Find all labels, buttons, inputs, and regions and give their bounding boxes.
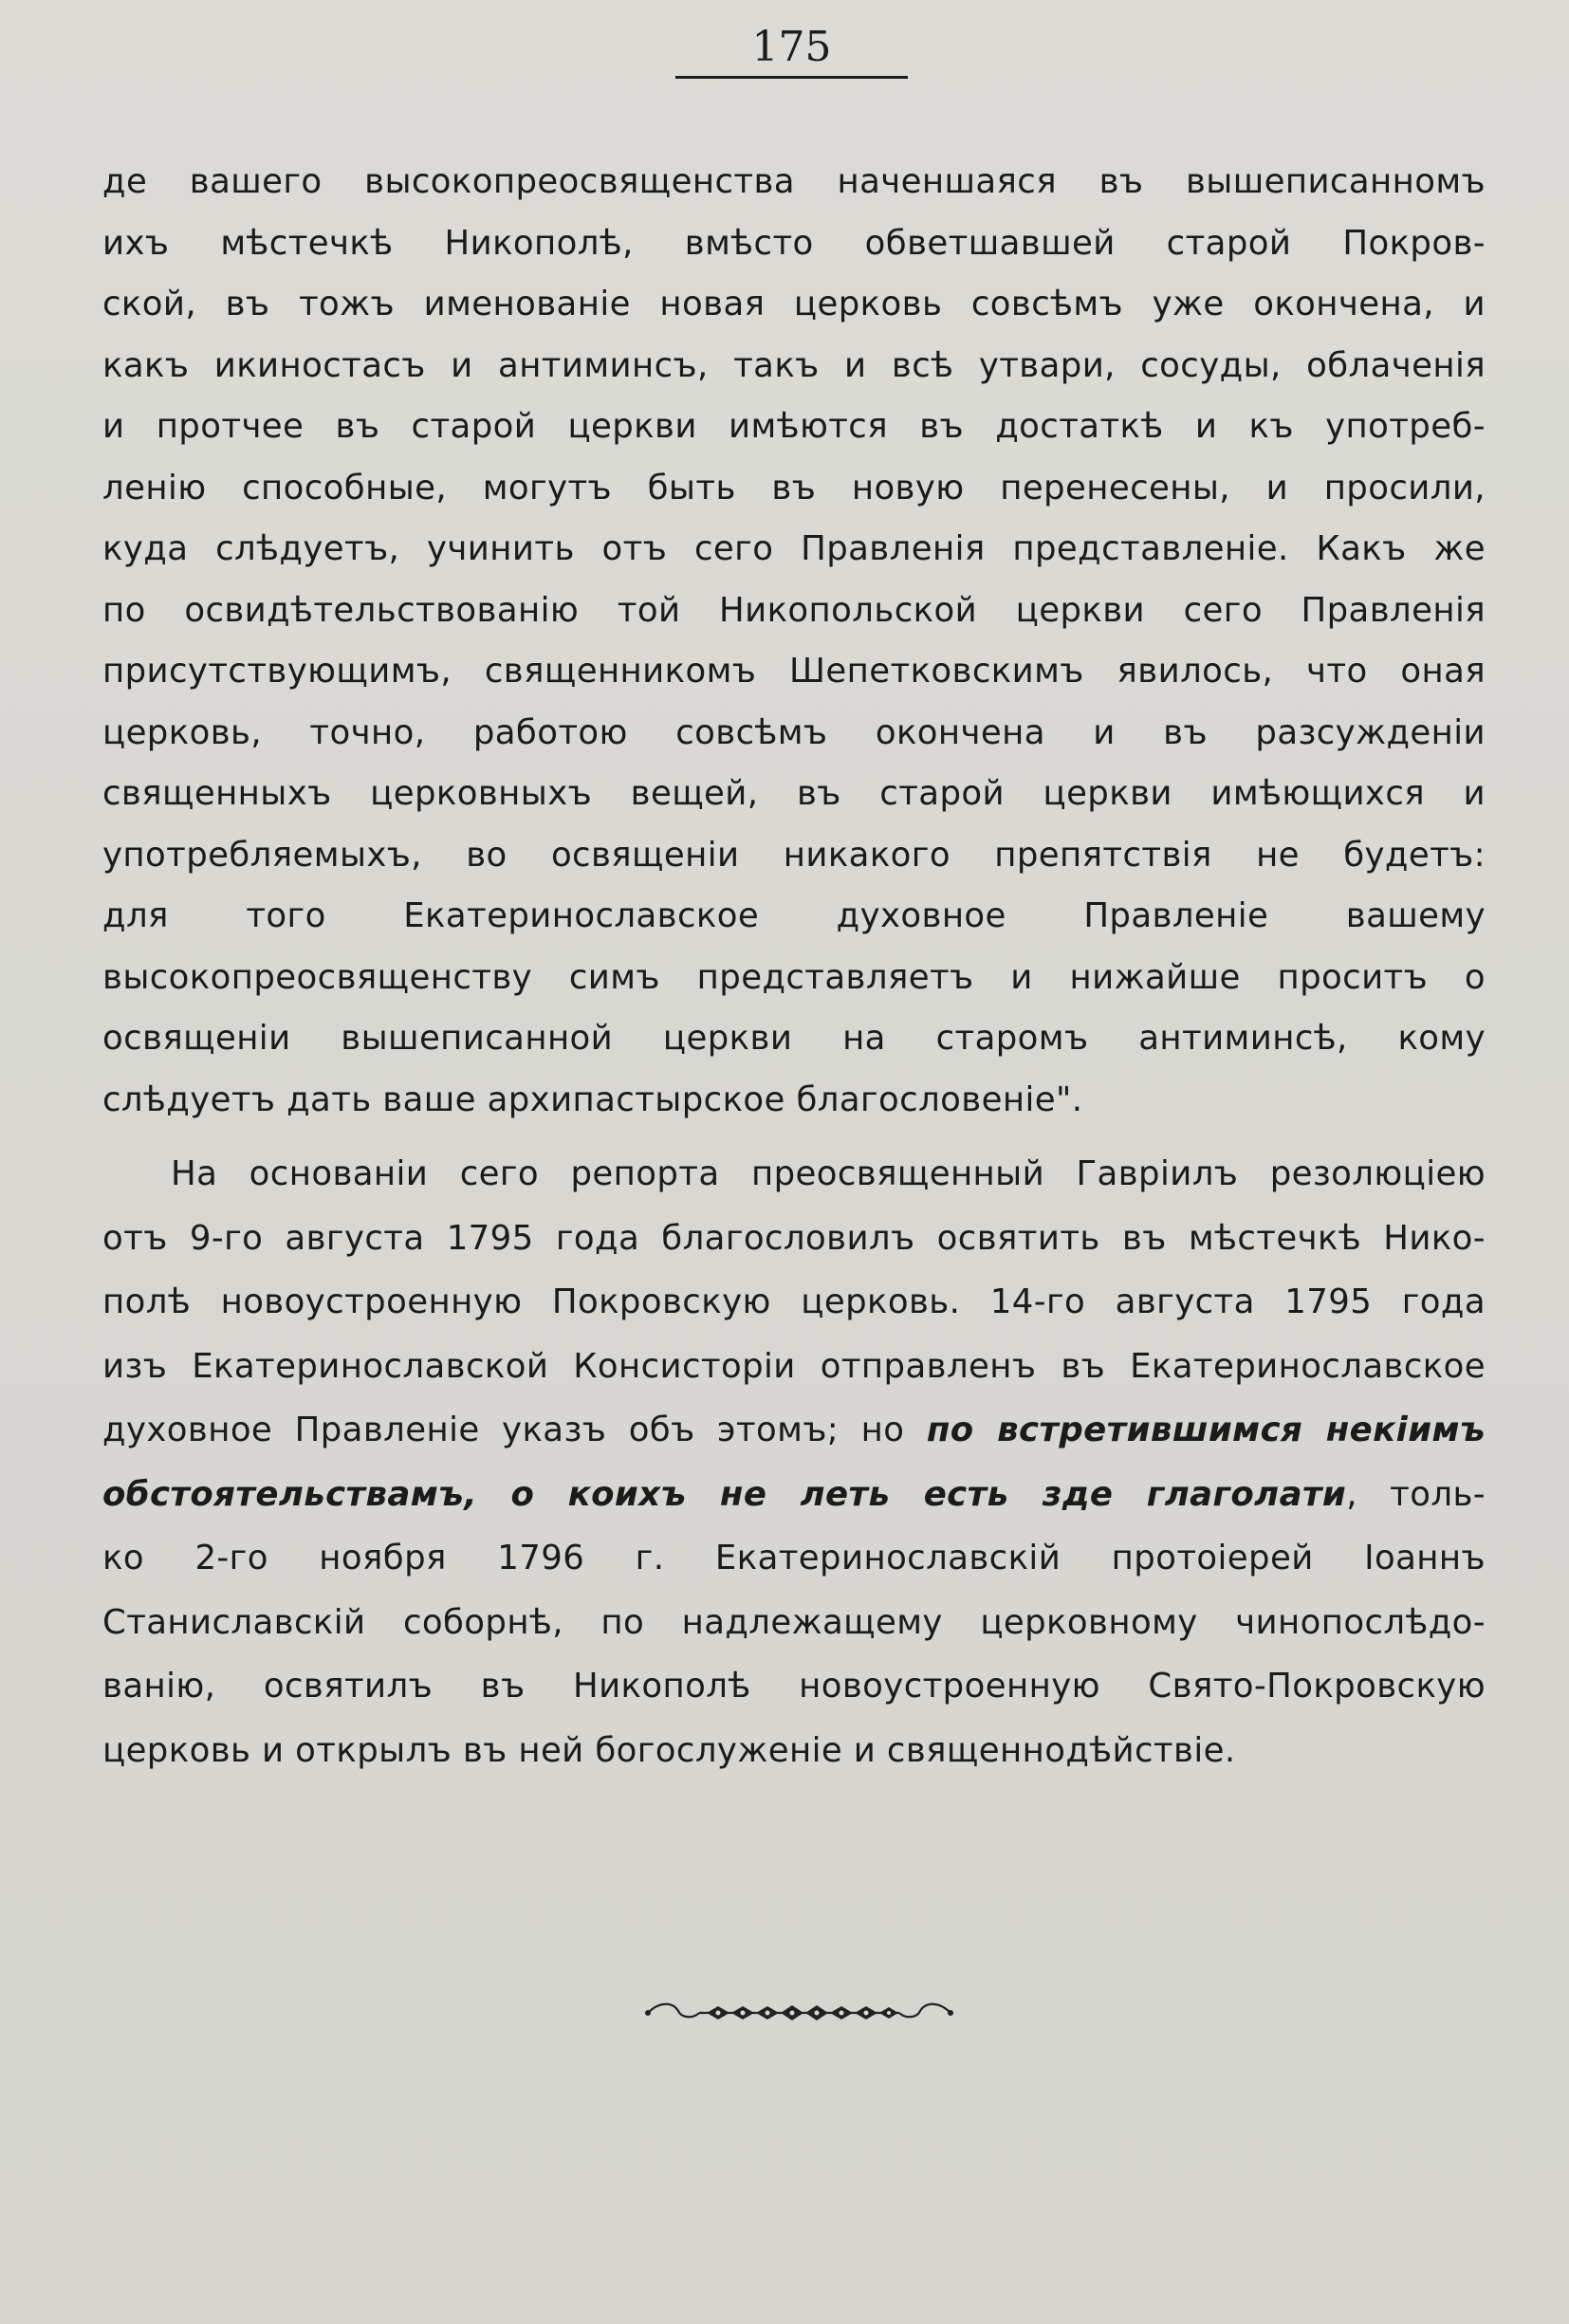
- text-line: употребляемыхъ, во освященіи никакого препятствія не будетъ:: [102, 835, 1486, 875]
- text-italic-emphasis: по встретившимся некіимъ: [926, 1411, 1486, 1449]
- text-line: присутствующимъ, священникомъ Шепетковскимъ явилось, что оная: [102, 652, 1486, 691]
- text-line: высокопреосвященству симъ представляетъ и нижайше проситъ о: [102, 957, 1486, 997]
- page-number-underline: [675, 76, 908, 79]
- decorative-ornament-divider-icon: [640, 1992, 958, 2030]
- body-text: [102, 152, 1486, 1782]
- text-line: отъ 9-го августа 1795 года благословилъ освятить въ мѣстечкѣ Нико-: [102, 1218, 1486, 1258]
- text-line: ко 2-го ноября 1796 г. Екатеринославскій протоіерей Іоаннъ: [102, 1539, 1486, 1577]
- text-line-mixed: [102, 1463, 1486, 1527]
- text-line: освященіи вышеписанной церкви на старомъ антиминсѣ, кому: [102, 1019, 1486, 1058]
- paragraph-report-quote: [102, 152, 1486, 1131]
- text-line: по освидѣтельствованію той Никопольской церкви сего Правленія: [102, 590, 1486, 630]
- text-line: ихъ мѣстечкѣ Никополѣ, вмѣсто обветшавшей старой Покров-: [102, 223, 1486, 263]
- text-line: полѣ новоустроенную Покровскую церковь. 14-го августа 1795 года: [102, 1282, 1486, 1321]
- page-number: 175: [751, 23, 832, 71]
- text-line: ванію, освятилъ въ Никополѣ новоустроенную Свято-Покровскую: [102, 1667, 1486, 1706]
- text-line: церковь, точно, работою совсѣмъ окончена и въ разсужденіи: [102, 712, 1486, 752]
- text-line: священныхъ церковныхъ вещей, въ старой церкви имѣющихся и: [102, 774, 1486, 813]
- text-line-mixed: [102, 1398, 1486, 1463]
- text-line: какъ икиностасъ и антиминсъ, такъ и всѣ утвари, сосуды, облаченія: [102, 345, 1486, 385]
- text-line: куда слѣдуетъ, учинить отъ сего Правленія представленіе. Какъ же: [102, 529, 1486, 568]
- text-line: для того Екатеринославское духовное Правленіе вашему: [102, 896, 1486, 935]
- text-line: На основаніи сего репорта преосвященный Гавріилъ резолюціею: [171, 1154, 1486, 1193]
- text-line: Станиславскій соборнѣ, по надлежащему церковному чинопослѣдо-: [102, 1602, 1486, 1642]
- text-line: и протчее въ старой церкви имѣются въ достаткѣ и къ употреб-: [102, 407, 1486, 446]
- text-line: церковь и открылъ въ ней богослуженіе и священнодѣйствіе.: [102, 1730, 1236, 1770]
- text-plain: духовное Правленіе указъ объ этомъ; но: [102, 1411, 927, 1449]
- text-line: слѣдуетъ дать ваше архипастырское благословеніе".: [102, 1079, 1083, 1119]
- text-line: ской, въ тожъ именованіе новая церковь совсѣмъ уже окончена, и: [102, 285, 1486, 323]
- text-line: ленію способные, могутъ быть въ новую перенесены, и просили,: [102, 468, 1486, 507]
- text-line: изъ Екатеринославской Консисторіи отправленъ въ Екатеринославское: [102, 1346, 1486, 1386]
- paragraph-consecration: [102, 1142, 1486, 1782]
- text-italic-emphasis: обстоятельствамъ, о коихъ не леть есть зде глаголати: [102, 1474, 1347, 1514]
- text-plain: , толь-: [1346, 1474, 1486, 1514]
- text-line: де вашего высокопреосвященства наченшаяся въ вышеписанномъ: [102, 162, 1486, 201]
